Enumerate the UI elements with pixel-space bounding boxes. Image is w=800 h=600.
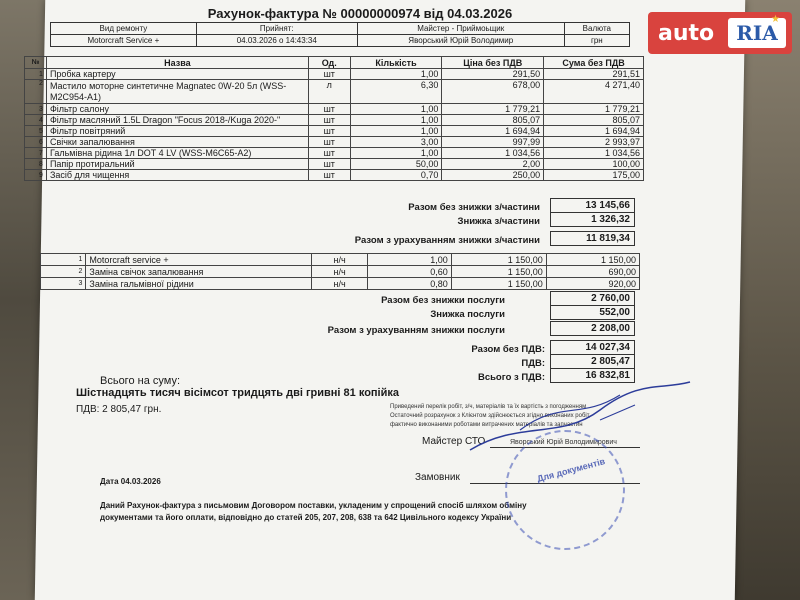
row-name: Гальмівна рідина 1л DOT 4 LV (WSS-M6C65-A2) [46, 148, 308, 159]
row-qty: 50,00 [350, 159, 442, 170]
row-name: Заміна свічок запалювання [86, 266, 312, 278]
star-icon: ★ [771, 14, 780, 25]
table-row [25, 115, 644, 126]
row-unit: шт [308, 170, 350, 181]
total-in-words-label: Всього на суму: [100, 375, 180, 387]
logo-ria-badge: RIA [728, 18, 786, 48]
total-no-vat-label: Разом без ПДВ: [471, 344, 545, 355]
row-sum: 175,00 [544, 170, 644, 181]
row-sum: 690,00 [546, 266, 639, 278]
row-price: 678,00 [442, 80, 544, 104]
services-no-discount-value: 2 760,00 [550, 291, 635, 306]
table-row [25, 80, 644, 104]
row-qty: 1,00 [367, 254, 451, 266]
invoice-date: Дата 04.03.2026 [100, 477, 161, 486]
row-sum: 1 779,21 [544, 104, 644, 115]
vat-in-words: ПДВ: 2 805,47 грн. [76, 404, 162, 415]
note-line: фактично виконаними роботами витрачених матеріалів та запчастин [390, 422, 583, 428]
invoice-title: Рахунок-фактура № 00000000974 від 04.03.2026 [207, 6, 513, 21]
row-qty: 1,00 [350, 148, 442, 159]
stamp-text: Для документів [535, 456, 607, 484]
parts-with-discount-label: Разом з урахуванням знижки з/частини [354, 235, 540, 246]
row-no: 2 [41, 266, 86, 278]
row-name: Засіб для чищення [46, 170, 308, 181]
company-stamp [505, 430, 625, 550]
table-row [25, 69, 644, 80]
customer-label: Замовник [415, 472, 460, 483]
row-unit: шт [308, 69, 350, 80]
table-row [41, 278, 640, 290]
table-row [25, 137, 644, 148]
col-header-no: № [25, 57, 47, 69]
total-vat-value: 2 805,47 [550, 354, 635, 369]
row-unit: шт [308, 137, 350, 148]
master-name: Яворський Юрій Володимирович [510, 439, 617, 446]
master-label: Майстер СТО [422, 436, 486, 447]
row-no: 1 [41, 254, 86, 266]
row-name: Пробка картеру [46, 69, 308, 80]
row-qty: 0,60 [367, 266, 451, 278]
row-no: 2 [25, 80, 47, 104]
row-name: Свічки запалювання [46, 137, 308, 148]
row-price: 1 034,56 [442, 148, 544, 159]
row-name: Фільтр масляний 1.5L Dragon "Focus 2018-/Kuga 2020-" [46, 115, 308, 126]
row-no: 3 [25, 104, 47, 115]
row-price: 250,00 [442, 170, 544, 181]
row-no: 4 [25, 115, 47, 126]
row-qty: 1,00 [350, 115, 442, 126]
col-header-sum: Сума без ПДВ [544, 57, 644, 69]
row-qty: 1,00 [350, 126, 442, 137]
row-unit: н/ч [312, 278, 367, 290]
table-row [25, 126, 644, 137]
row-qty: 0,80 [367, 278, 451, 290]
row-unit: н/ч [312, 254, 367, 266]
row-no: 3 [41, 278, 86, 290]
services-with-discount-label: Разом з урахуванням знижки послуги [327, 325, 505, 336]
row-unit: шт [308, 104, 350, 115]
row-no: 5 [25, 126, 47, 137]
total-with-vat-label: Всього з ПДВ: [477, 372, 545, 383]
row-unit: шт [308, 148, 350, 159]
row-unit: шт [308, 159, 350, 170]
table-row [41, 266, 640, 278]
header-label: Майстер - Приймоьщик [357, 23, 564, 35]
table-row [25, 159, 644, 170]
row-price: 1 779,21 [442, 104, 544, 115]
row-no: 7 [25, 148, 47, 159]
row-name: Папір протиральний [46, 159, 308, 170]
parts-table [24, 56, 644, 181]
services-table [40, 253, 640, 290]
note-line: Остаточний розрахунок з Клієнтом здійснюється згідно виконаних робіт, [390, 413, 591, 419]
row-sum: 805,07 [544, 115, 644, 126]
header-value: 04.03.2026 о 14:43:34 [196, 35, 357, 47]
footer-line: документами та його оплати, відповідно до статей 205, 207, 208, 638 та 642 Цивільного кодексу України [100, 513, 512, 522]
row-sum: 100,00 [544, 159, 644, 170]
total-in-words: Шістнадцять тисяч вісімсот тридцять дві гривні 81 копійка [76, 387, 399, 399]
row-sum: 4 271,40 [544, 80, 644, 104]
row-price: 997,99 [442, 137, 544, 148]
note-line: Приведений перелік робіт, з/ч, матеріалів та їх вартість з погодженням [390, 404, 587, 410]
row-no: 9 [25, 170, 47, 181]
services-discount-value: 552,00 [550, 305, 635, 320]
row-price: 1 150,00 [451, 266, 546, 278]
row-sum: 2 993,97 [544, 137, 644, 148]
services-with-discount-value: 2 208,00 [550, 321, 635, 336]
row-qty: 1,00 [350, 69, 442, 80]
table-row [41, 254, 640, 266]
table-row [25, 104, 644, 115]
logo-brand-text: auto [658, 20, 715, 46]
services-no-discount-label: Разом без знижки послуги [381, 295, 505, 306]
row-unit: шт [308, 115, 350, 126]
parts-discount-value: 1 326,32 [550, 212, 635, 227]
row-price: 1 694,94 [442, 126, 544, 137]
header-label: Прийнят: [196, 23, 357, 35]
col-header-name: Назва [46, 57, 308, 69]
row-qty: 1,00 [350, 104, 442, 115]
row-no: 1 [25, 69, 47, 80]
row-sum: 1 150,00 [546, 254, 639, 266]
header-label: Валюта [564, 23, 629, 35]
invoice-header-table [50, 22, 630, 47]
row-unit: н/ч [312, 266, 367, 278]
row-name: Фільтр салону [46, 104, 308, 115]
row-sum: 1 694,94 [544, 126, 644, 137]
footer-line: Даний Рахунок-фактура з письмовим Договором поставки, укладеним у спрощений спосіб шляхом обміну [100, 501, 527, 510]
table-row [25, 148, 644, 159]
row-price: 291,50 [442, 69, 544, 80]
row-no: 8 [25, 159, 47, 170]
table-row [25, 170, 644, 181]
row-sum: 291,51 [544, 69, 644, 80]
header-value: Motorcraft Service + [51, 35, 197, 47]
parts-no-discount-label: Разом без знижки з/частини [408, 202, 540, 213]
row-price: 1 150,00 [451, 254, 546, 266]
header-label: Вид ремонту [51, 23, 197, 35]
header-value: Яворський Юрій Володимир [357, 35, 564, 47]
row-name: Мастило моторне синтетичне Magnatec 0W-20 5л (WSS-M2C954-A1) [46, 80, 308, 104]
parts-no-discount-value: 13 145,66 [550, 198, 635, 213]
parts-table-header [25, 57, 644, 69]
row-unit: л [308, 80, 350, 104]
parts-with-discount-value: 11 819,34 [550, 231, 635, 246]
total-with-vat-value: 16 832,81 [550, 368, 635, 383]
total-vat-label: ПДВ: [521, 358, 545, 369]
row-qty: 3,00 [350, 137, 442, 148]
row-no: 6 [25, 137, 47, 148]
row-price: 1 150,00 [451, 278, 546, 290]
row-name: Заміна гальмівної рідини [86, 278, 312, 290]
header-value: грн [564, 35, 629, 47]
autoria-logo [648, 12, 792, 54]
row-name: Фільтр повітряний [46, 126, 308, 137]
row-name: Motorcraft service + [86, 254, 312, 266]
col-header-qty: Кількість [350, 57, 442, 69]
row-price: 2,00 [442, 159, 544, 170]
row-qty: 0,70 [350, 170, 442, 181]
row-price: 805,07 [442, 115, 544, 126]
row-sum: 920,00 [546, 278, 639, 290]
col-header-unit: Од. [308, 57, 350, 69]
total-no-vat-value: 14 027,34 [550, 340, 635, 355]
row-sum: 1 034,56 [544, 148, 644, 159]
row-qty: 6,30 [350, 80, 442, 104]
row-unit: шт [308, 126, 350, 137]
parts-discount-label: Знижка з/частини [457, 216, 540, 227]
col-header-price: Ціна без ПДВ [442, 57, 544, 69]
services-discount-label: Знижка послуги [430, 309, 505, 320]
